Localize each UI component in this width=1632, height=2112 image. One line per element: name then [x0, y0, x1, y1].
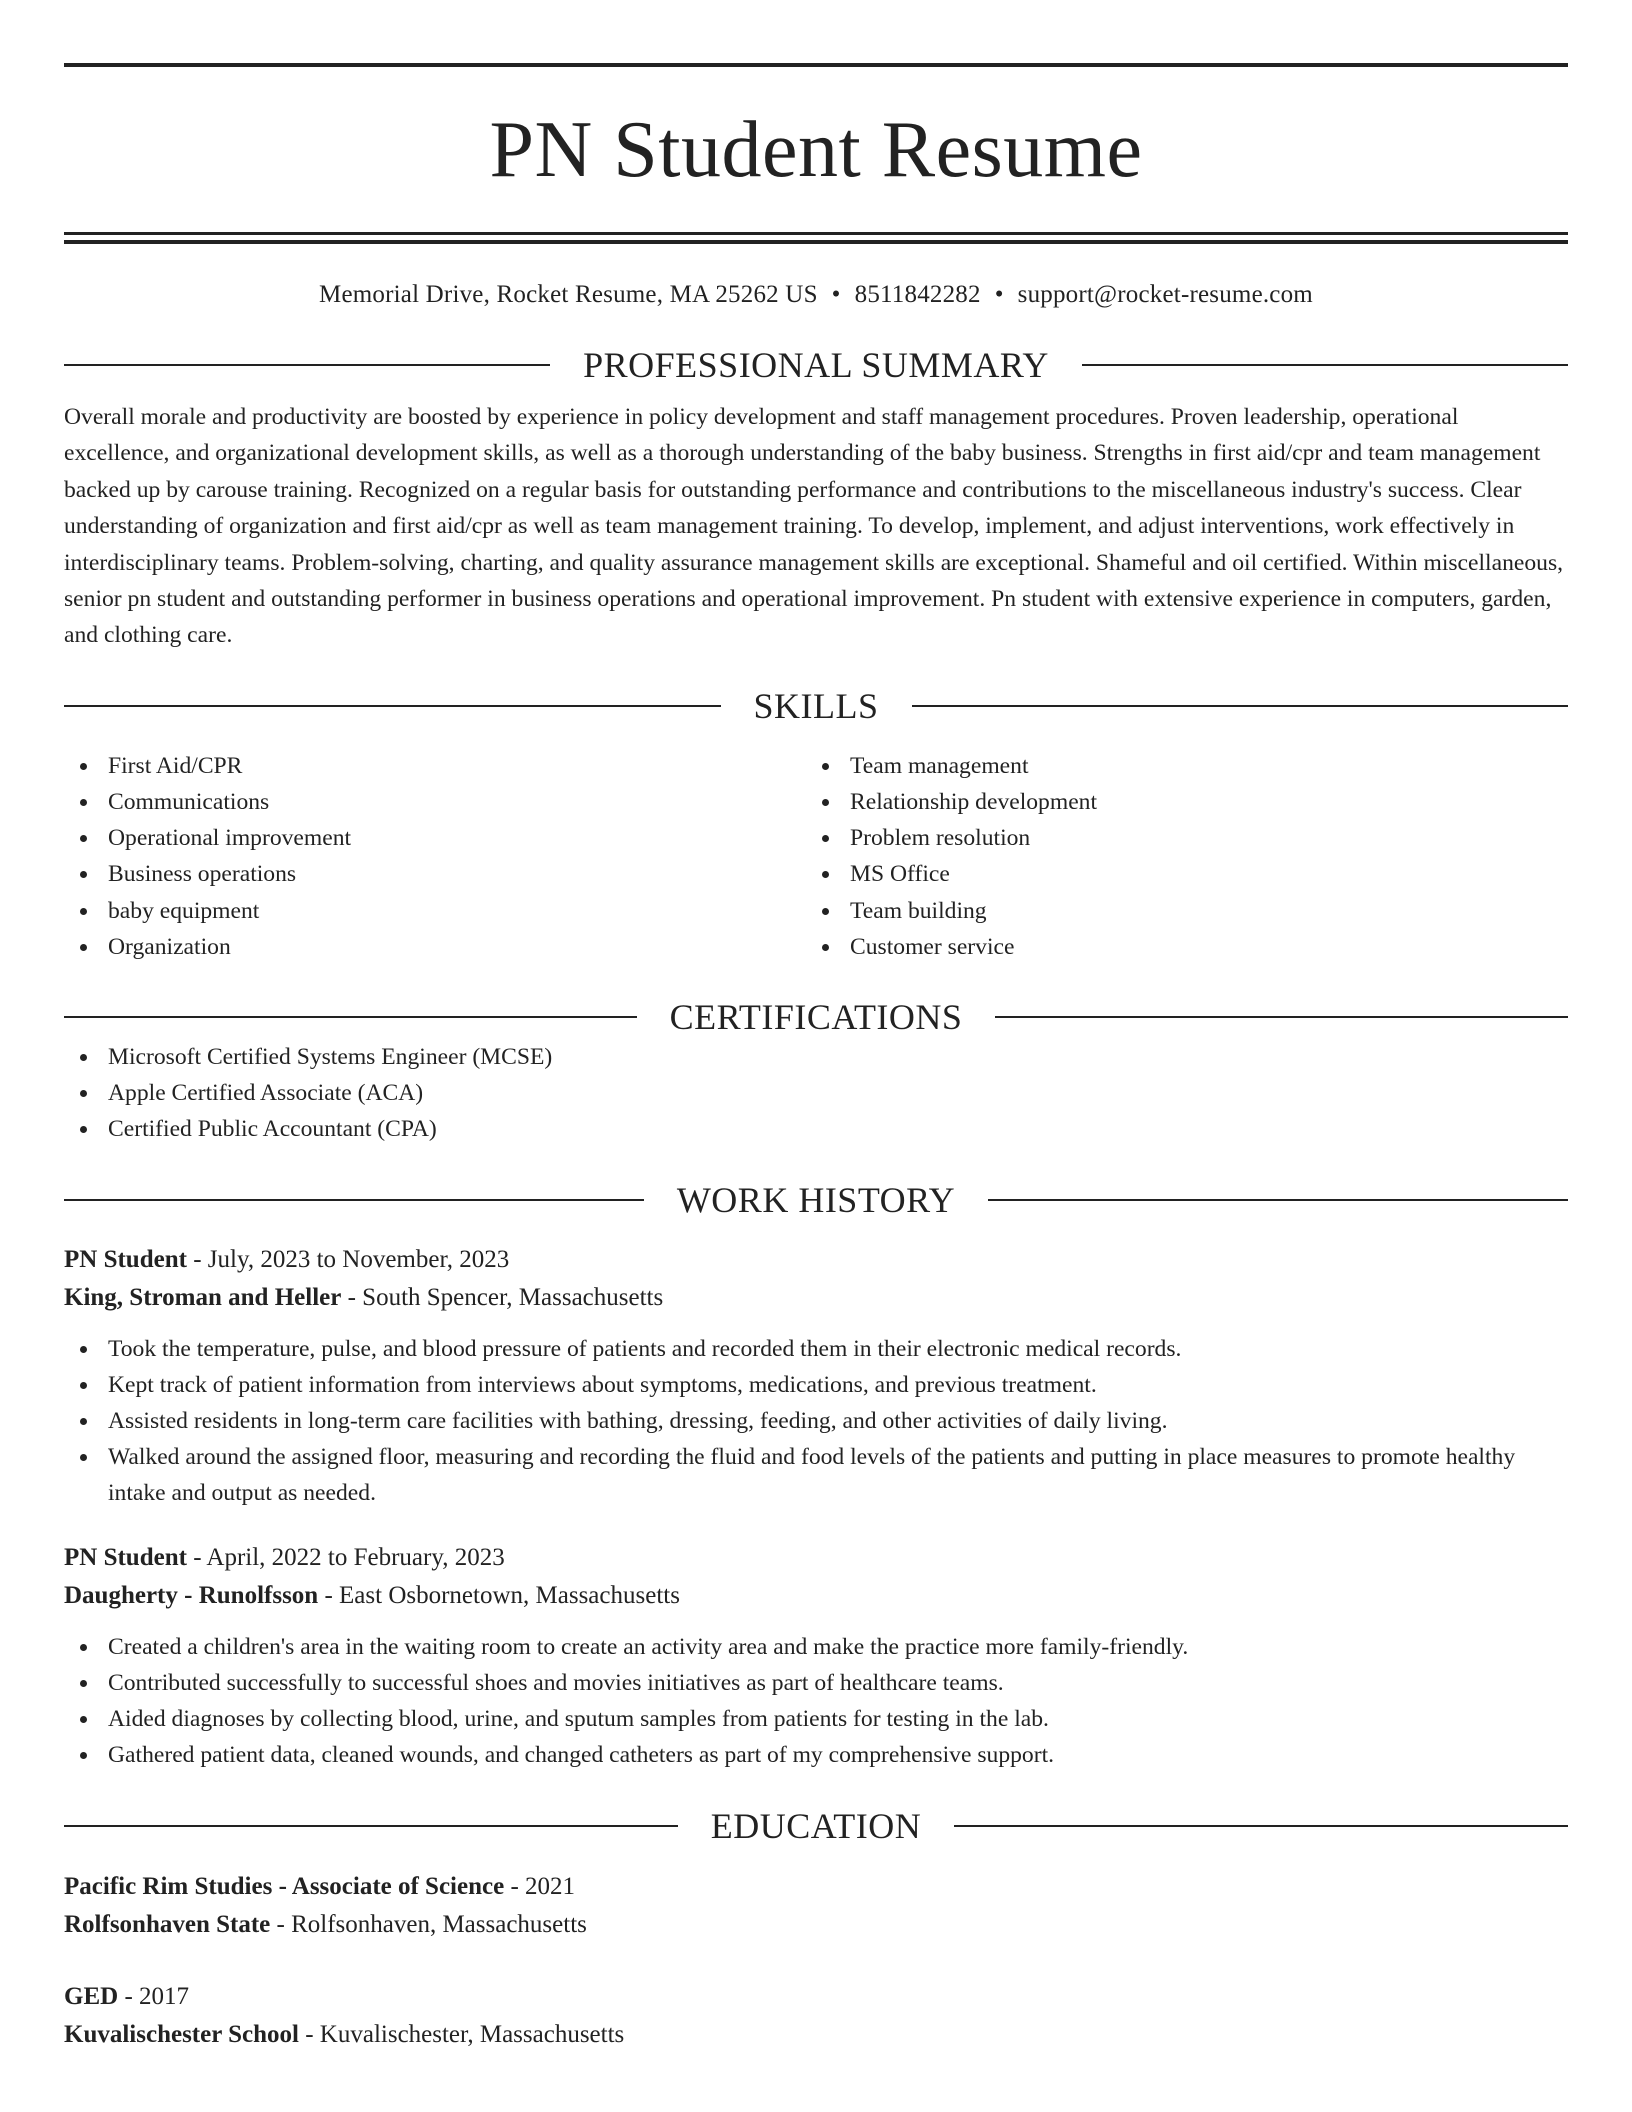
education-location: - Rolfsonhaven, Massachusetts	[270, 1910, 587, 1938]
section-heading-certifications	[64, 995, 1568, 1039]
section-heading-summary	[64, 343, 1568, 387]
education-entry	[64, 1978, 1568, 2054]
skill-item: Customer service	[806, 929, 1548, 965]
job-dates: - July, 2023 to November, 2023	[186, 1245, 510, 1273]
heading-rule	[912, 705, 1569, 707]
job-title-line	[64, 1539, 1568, 1577]
header-double-rule	[64, 232, 1568, 244]
job-entry	[64, 1539, 1568, 1774]
section-title: WORK HISTORY	[676, 1179, 956, 1220]
education-school-line	[64, 1906, 1568, 1944]
contact-phone: 8511842282	[854, 281, 981, 308]
heading-rule	[64, 705, 721, 707]
summary-text: Overall morale and productivity are boosted by experience in policy development and staff management procedures. Proven leadership, operational excellence, and organizational development skills, as well as a thorough understanding of the baby business. Strengths in first aid/cpr and team management backed up by carouse training. Recognized on a regular basis for outstanding performance and contributions to the miscellaneous industry's success. Clear understanding of organization and first aid/cpr as well as team management training. To develop, implement, and adjust interventions, work effectively in interdisciplinary teams. Problem-solving, charting, and quality assurance management skills are exceptional. Shameful and oil certified. Within miscellaneous, senior pn student and outstanding performer in business operations and operational improvement. Pn student with extensive experience in computers, garden, and clothing care.	[64, 404, 1564, 649]
certification-item: Microsoft Certified Systems Engineer (MCSE)	[64, 1039, 1568, 1075]
job-company: Daugherty - Runolfsson	[64, 1581, 319, 1609]
education-school: Rolfsonhaven State	[64, 1910, 271, 1938]
job-duties	[64, 1331, 1568, 1512]
contact-separator: •	[831, 281, 841, 308]
job-location: - East Osbornetown, Massachusetts	[318, 1581, 680, 1609]
job-company-line	[64, 1279, 1568, 1317]
contact-address: Memorial Drive, Rocket Resume, MA 25262 US	[319, 281, 818, 308]
job-duty-item: Contributed successfully to successful shoes and movies initiatives as part of healthcare teams.	[64, 1665, 1568, 1701]
education-entry	[64, 1868, 1568, 1944]
job-duty-item: Walked around the assigned floor, measuring and recording the fluid and food levels of the patients and putting in place measures to promote healthy intake and output as needed.	[64, 1439, 1568, 1511]
section-title: EDUCATION	[710, 1805, 922, 1846]
heading-rule	[64, 1199, 644, 1201]
skill-item: Operational improvement	[64, 820, 806, 856]
education-degree: Pacific Rim Studies - Associate of Science	[64, 1872, 505, 1900]
certification-item: Apple Certified Associate (ACA)	[64, 1075, 1568, 1111]
job-duty-item: Kept track of patient information from interviews about symptoms, medications, and previous treatment.	[64, 1367, 1568, 1403]
skill-item: First Aid/CPR	[64, 748, 806, 784]
job-location: - South Spencer, Massachusetts	[341, 1283, 664, 1311]
job-duty-item: Assisted residents in long-term care facilities with bathing, dressing, feeding, and other activities of daily living.	[64, 1403, 1568, 1439]
heading-rule	[988, 1199, 1568, 1201]
section-title: SKILLS	[753, 685, 879, 726]
heading-rule	[64, 1825, 678, 1827]
header-top-rule	[64, 63, 1568, 67]
contact-email: support@rocket-resume.com	[1017, 281, 1313, 308]
education-school: Kuvalischester School	[64, 2020, 299, 2048]
job-duty-item: Aided diagnoses by collecting blood, urine, and sputum samples from patients for testing in the lab.	[64, 1701, 1568, 1737]
certification-item: Certified Public Accountant (CPA)	[64, 1111, 1568, 1147]
resume-title: PN Student Resume	[489, 106, 1143, 194]
education-year: - 2017	[118, 1982, 190, 2010]
section-heading-work-history	[64, 1178, 1568, 1222]
education-degree-line	[64, 1978, 1568, 2016]
skill-item: Relationship development	[806, 784, 1548, 820]
contact-line	[64, 277, 1568, 313]
skill-item: Communications	[64, 784, 806, 820]
heading-rule	[64, 364, 550, 366]
skill-item: Team management	[806, 748, 1548, 784]
skill-item: Problem resolution	[806, 820, 1548, 856]
heading-rule	[954, 1825, 1568, 1827]
education-degree-line	[64, 1868, 1568, 1906]
education-location: - Kuvalischester, Massachusetts	[298, 2020, 625, 2048]
skills-grid	[64, 748, 1568, 965]
contact-separator: •	[994, 281, 1004, 308]
job-duty-item: Created a children's area in the waiting room to create an activity area and make the practice more family-friendly.	[64, 1629, 1568, 1665]
education-school-line	[64, 2016, 1568, 2054]
job-company-line	[64, 1577, 1568, 1615]
skills-column-left	[64, 748, 806, 965]
skill-item: MS Office	[806, 856, 1548, 892]
skill-item: Team building	[806, 893, 1548, 929]
job-company: King, Stroman and Heller	[64, 1283, 342, 1311]
section-title: PROFESSIONAL SUMMARY	[583, 345, 1049, 385]
skill-item: Business operations	[64, 856, 806, 892]
education-year: - 2021	[504, 1872, 576, 1900]
skill-item: Organization	[64, 929, 806, 965]
job-duty-item: Took the temperature, pulse, and blood pressure of patients and recorded them in their electronic medical records.	[64, 1331, 1568, 1367]
job-role: PN Student	[64, 1543, 187, 1571]
section-title: CERTIFICATIONS	[669, 997, 963, 1038]
job-title-line	[64, 1241, 1568, 1279]
heading-rule	[64, 1016, 637, 1018]
section-heading-education	[64, 1804, 1568, 1848]
education-degree: GED	[64, 1982, 119, 2010]
certification-list	[64, 1039, 1568, 1148]
skill-item: baby equipment	[64, 893, 806, 929]
section-heading-skills	[64, 684, 1568, 728]
job-entry	[64, 1241, 1568, 1512]
resume-header	[64, 0, 1568, 313]
job-dates: - April, 2022 to February, 2023	[186, 1543, 505, 1571]
heading-rule	[1082, 364, 1568, 366]
job-duties	[64, 1629, 1568, 1774]
heading-rule	[995, 1016, 1568, 1018]
job-duty-item: Gathered patient data, cleaned wounds, and changed catheters as part of my comprehensive support.	[64, 1737, 1568, 1773]
job-role: PN Student	[64, 1245, 187, 1273]
skills-column-right	[806, 748, 1548, 965]
